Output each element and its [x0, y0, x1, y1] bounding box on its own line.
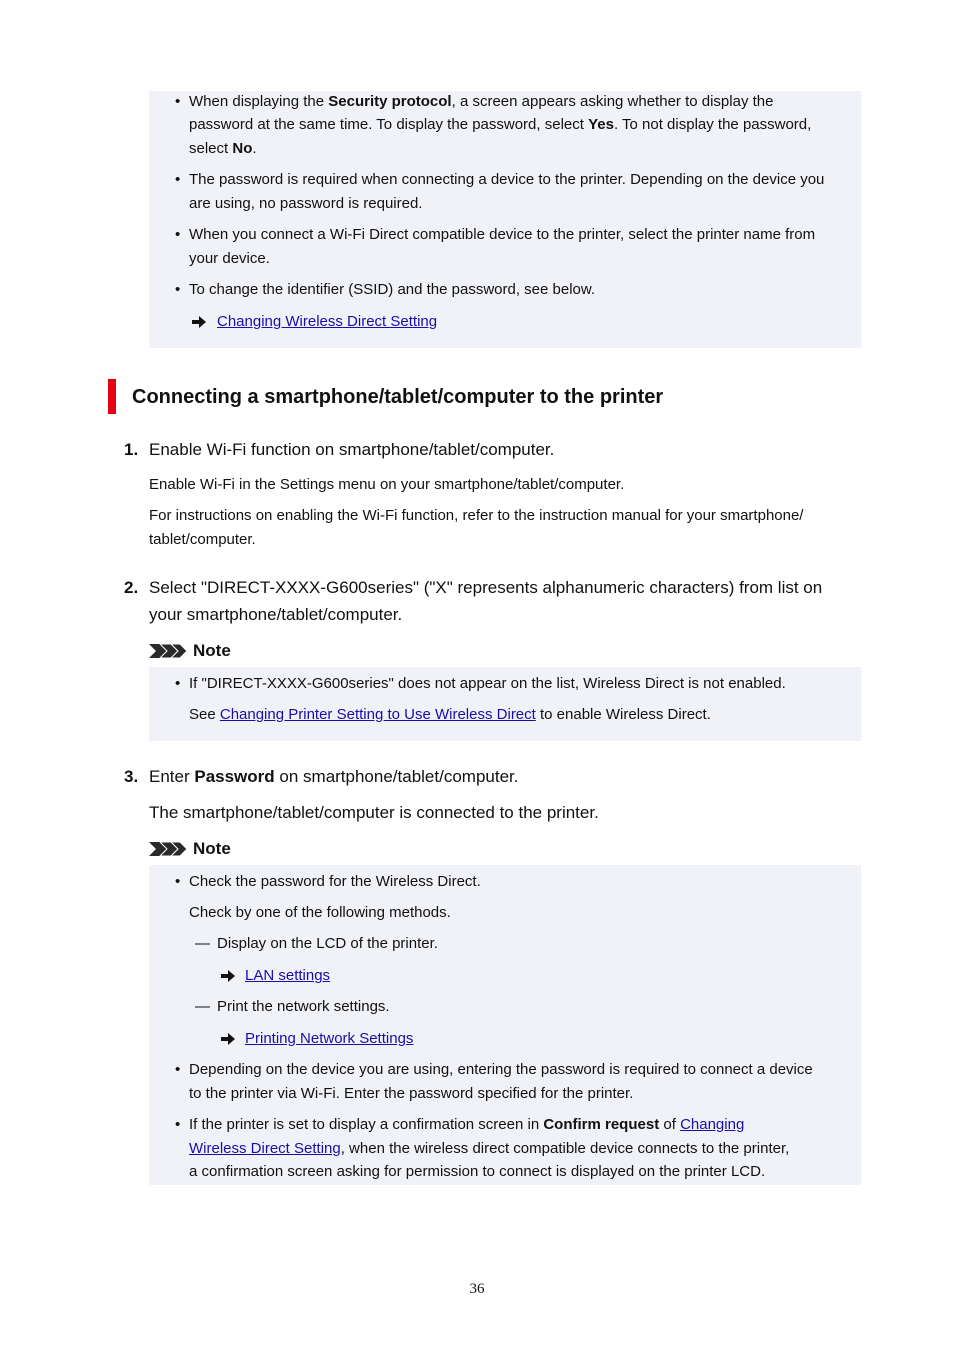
arrow-right-icon [221, 970, 235, 982]
step-text: tablet/computer. [149, 531, 256, 548]
note-text: See Changing Printer Setting to Use Wireless Direct to enable Wireless Direct. [189, 706, 711, 723]
note-text: are using, no password is required. [189, 195, 423, 212]
note-text: your device. [189, 250, 270, 267]
heading-accent-bar [108, 379, 116, 414]
bullet: • [175, 171, 181, 188]
note-arrows-icon [149, 841, 189, 857]
note-text: Wireless Direct Setting, when the wireless direct compatible device connects to the printer, [189, 1140, 790, 1157]
note-heading [149, 837, 231, 861]
note-text: Check the password for the Wireless Direct. [189, 873, 481, 890]
step-title: your smartphone/tablet/computer. [149, 605, 403, 624]
step-number: 2. [124, 578, 139, 597]
bullet: • [175, 226, 181, 243]
bullet: • [175, 873, 181, 890]
step-text: For instructions on enabling the Wi-Fi function, refer to the instruction manual for your smartphone/ [149, 507, 804, 524]
step-title: Enable Wi-Fi function on smartphone/tablet/computer. [149, 440, 555, 459]
step-number: 3. [124, 767, 139, 786]
step-text: Enable Wi-Fi in the Settings menu on your smartphone/tablet/computer. [149, 476, 625, 493]
note-heading [149, 639, 231, 663]
note-arrows-icon [149, 643, 189, 659]
dash: — [195, 935, 210, 952]
page-number: 36 [469, 1281, 485, 1297]
step-title: Select "DIRECT-XXXX-G600series" ("X" represents alphanumeric characters) from list on [149, 578, 823, 597]
dash: — [195, 998, 210, 1015]
bullet: • [175, 93, 181, 110]
printing-network-settings-link[interactable]: Printing Network Settings [245, 1030, 414, 1047]
step-number: 1. [124, 440, 139, 459]
note-text: select No. [189, 140, 257, 157]
bullet: • [175, 281, 181, 298]
note-label: Note [193, 641, 231, 660]
note-text: The password is required when connecting a device to the printer. Depending on the device you [189, 171, 825, 188]
bullet: • [175, 675, 181, 692]
arrow-right-icon [221, 1033, 235, 1045]
note-text: If the printer is set to display a confirmation screen in Confirm request of Changing [189, 1116, 745, 1133]
bullet: • [175, 1116, 181, 1133]
note-text: If "DIRECT-XXXX-G600series" does not appear on the list, Wireless Direct is not enabled. [189, 675, 786, 692]
lan-settings-link[interactable]: LAN settings [245, 967, 331, 984]
note-text: Print the network settings. [217, 998, 390, 1015]
note-text: Depending on the device you are using, entering the password is required to connect a device [189, 1061, 813, 1078]
changing-wireless-direct-setting-link[interactable]: Changing Wireless Direct Setting [217, 313, 438, 330]
note-text: When you connect a Wi-Fi Direct compatible device to the printer, select the printer name from [189, 226, 816, 243]
section-title: Connecting a smartphone/tablet/computer to the printer [132, 386, 664, 408]
note-text: password at the same time. To display the password, select Yes. To not display the password, [189, 116, 812, 133]
arrow-right-icon [192, 316, 206, 328]
note-text: When displaying the Security protocol, a screen appears asking whether to display the [189, 93, 774, 110]
step-result: The smartphone/tablet/computer is connected to the printer. [149, 803, 599, 822]
changing-wireless-direct-setting-link[interactable]: Wireless Direct Setting [189, 1140, 341, 1157]
note-text: To change the identifier (SSID) and the password, see below. [189, 281, 596, 298]
changing-wireless-direct-setting-link[interactable]: Changing [680, 1116, 745, 1133]
changing-printer-setting-link[interactable]: Changing Printer Setting to Use Wireless Direct [219, 706, 536, 723]
step-title: Enter Password on smartphone/tablet/computer. [149, 767, 519, 786]
note-label: Note [193, 839, 231, 858]
note-text: Display on the LCD of the printer. [217, 935, 438, 952]
note-text: a confirmation screen asking for permission to connect is displayed on the printer LCD. [189, 1163, 766, 1180]
note-text: Check by one of the following methods. [189, 904, 451, 921]
bullet: • [175, 1061, 181, 1078]
note-text: to the printer via Wi-Fi. Enter the password specified for the printer. [189, 1085, 634, 1102]
